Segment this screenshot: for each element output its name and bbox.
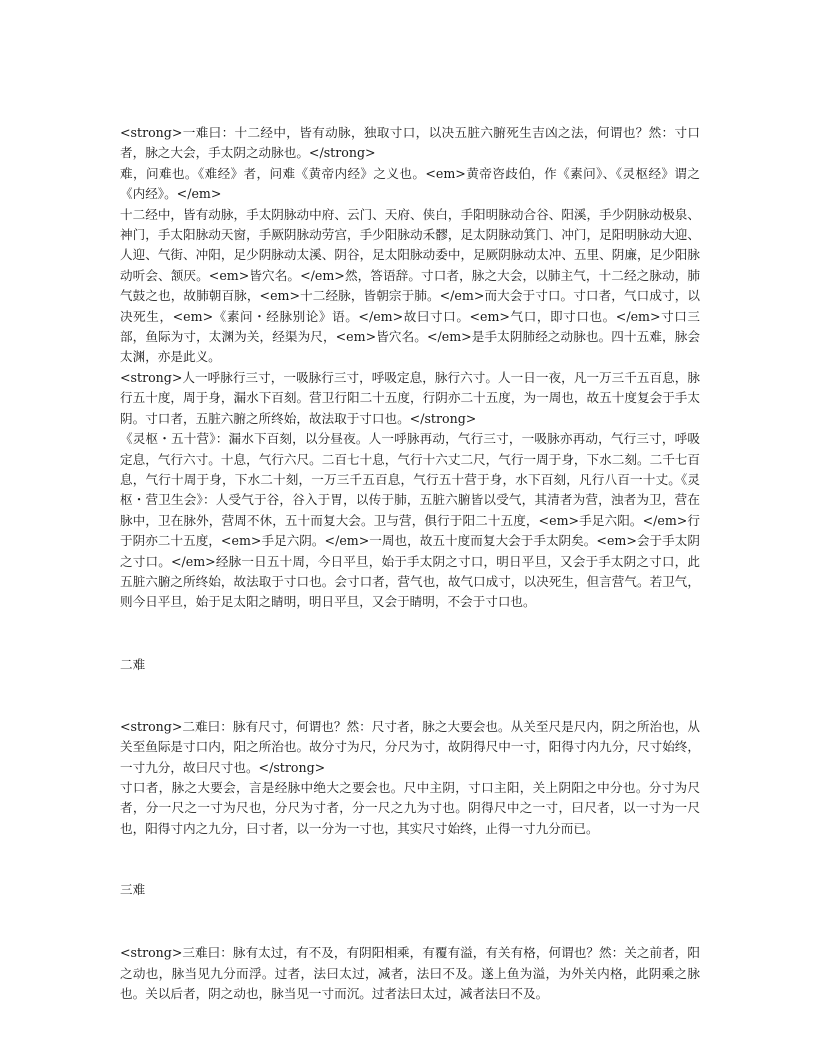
paragraph: <strong>人一呼脉行三寸，一吸脉行三寸，呼吸定息，脉行六寸。人一日一夜，凡一万三千五百息，脉行五十度，周于身，漏水下百刻。营卫行阳二十五度，行阴亦二十五度，为一周也，故五十度复会于手太阴。寸口者，五脏六腑之所终始，故法取于寸口也。</strong> [120, 369, 700, 426]
section-one-body [120, 123, 700, 613]
paragraph: <strong>三难曰：脉有太过，有不及，有阴阳相乘，有覆有溢，有关有格，何谓也？然：关之前者，阳之动也，脉当见九分而浮。过者，法曰太过，减者，法曰不及。遂上鱼为溢，为外关内格，此阴乘之脉也。关以后者，阴之动也，脉当见一寸而沉。过者法曰太过，减者法曰不及。 [120, 945, 700, 1001]
paragraph: <strong>二难曰：脉有尺寸，何谓也？然：尺寸者，脉之大要会也。从关至尺是尺内，阴之所治也，从关至鱼际是寸口内，阳之所治也。故分寸为尺，分尺为寸，故阴得尺中一寸，阳得寸内九分，尺寸始终，一寸九分，故曰尺寸也。</strong> [120, 718, 700, 775]
document-page [120, 123, 700, 1004]
paragraph: 寸口者，脉之大要会，言是经脉中绝大之要会也。尺中主阴，寸口主阳，关上阴阳之中分也。分寸为尺者，分一尺之一寸为尺也，分尺为寸者，分一尺之九为寸也。阴得尺中之一寸，曰尺者，以一寸为一尺也，阳得寸内之九分，曰寸者，以一分为一寸也，其实尺寸始终，止得一寸九分而已。 [120, 779, 700, 836]
section-three-body [120, 943, 700, 1004]
paragraph: 难，问难也。《难经》者，问难《黄帝内经》之义也。<em>黄帝咨歧伯，作《素问》、《灵枢经》谓之《内经》。</em> [120, 165, 700, 202]
paragraph: 十二经中，皆有动脉，手太阴脉动中府、云门、天府、侠白，手阳明脉动合谷、阳溪，手少阴脉动极泉、神门，手太阳脉动天窗，手厥阴脉动劳宫，手少阳脉动禾髎，足太阴脉动箕门、冲门，足阳明脉动大迎、人迎、气街、冲阳，足少阴脉动太溪、阴谷，足太阳脉动委中，足厥阴脉动太冲、五里、阴廉，足少阳脉动听会、颔厌。<em>皆穴名。</em>然，答语辞。寸口者，脉之大会，以肺主气，十二经之脉动，肺气鼓之也，故肺朝百脉，<em>十二经脉，皆朝宗于肺。</em>而大会于寸口。寸口者，气口成寸，以决死生，<em>《素问・经脉别论》语。</em>故曰寸口。<em>气口，即寸口也。</em>寸口三部，鱼际为寸，太渊为关，经渠为尺，<em>皆穴名。</em>是手太阴肺经之动脉也。四十五难，脉会太渊，亦是此义。 [120, 206, 700, 365]
section-heading-two: 二难 [120, 656, 146, 672]
paragraph: 《灵枢・五十营》：漏水下百刻，以分昼夜。人一呼脉再动，气行三寸，一吸脉亦再动，气行三寸，呼吸定息，气行六寸。十息，气行六尺。二百七十息，气行十六丈二尺，气行一周于身，下水二刻。二千七百息，气行十周于身，下水二十刻，一万三千五百息，气行五十营于身，水下百刻，凡行八百一十丈。《灵枢・营卫生会》：人受气于谷，谷入于胃，以传于肺，五脏六腑皆以受气，其清者为营，浊者为卫，营在脉中，卫在脉外，营周不休，五十而复大会。卫与营，俱行于阳二十五度，<em>手足六阳。</em>行于阴亦二十五度，<em>手足六阴。</em>一周也，故五十度而复大会于手太阴矣。<em>会于手太阴之寸口。</em>经脉一日五十周，今日平旦，始于手太阴之寸口，明日平旦，又会于手太阴之寸口，此五脏六腑之所终始，故法取于寸口也。会寸口者，营气也，故气口成寸，以决死生，但言营气。若卫气，则今日平旦，始于足太阳之睛明，明日平旦，又会于睛明，不会于寸口也。 [120, 431, 700, 610]
section-heading-three: 三难 [120, 882, 146, 898]
section-two-body [120, 717, 700, 839]
paragraph: <strong>一难曰：十二经中，皆有动脉，独取寸口，以决五脏六腑死生吉凶之法，何谓也？然：寸口者，脉之大会，手太阴之动脉也。</strong> [120, 125, 700, 161]
